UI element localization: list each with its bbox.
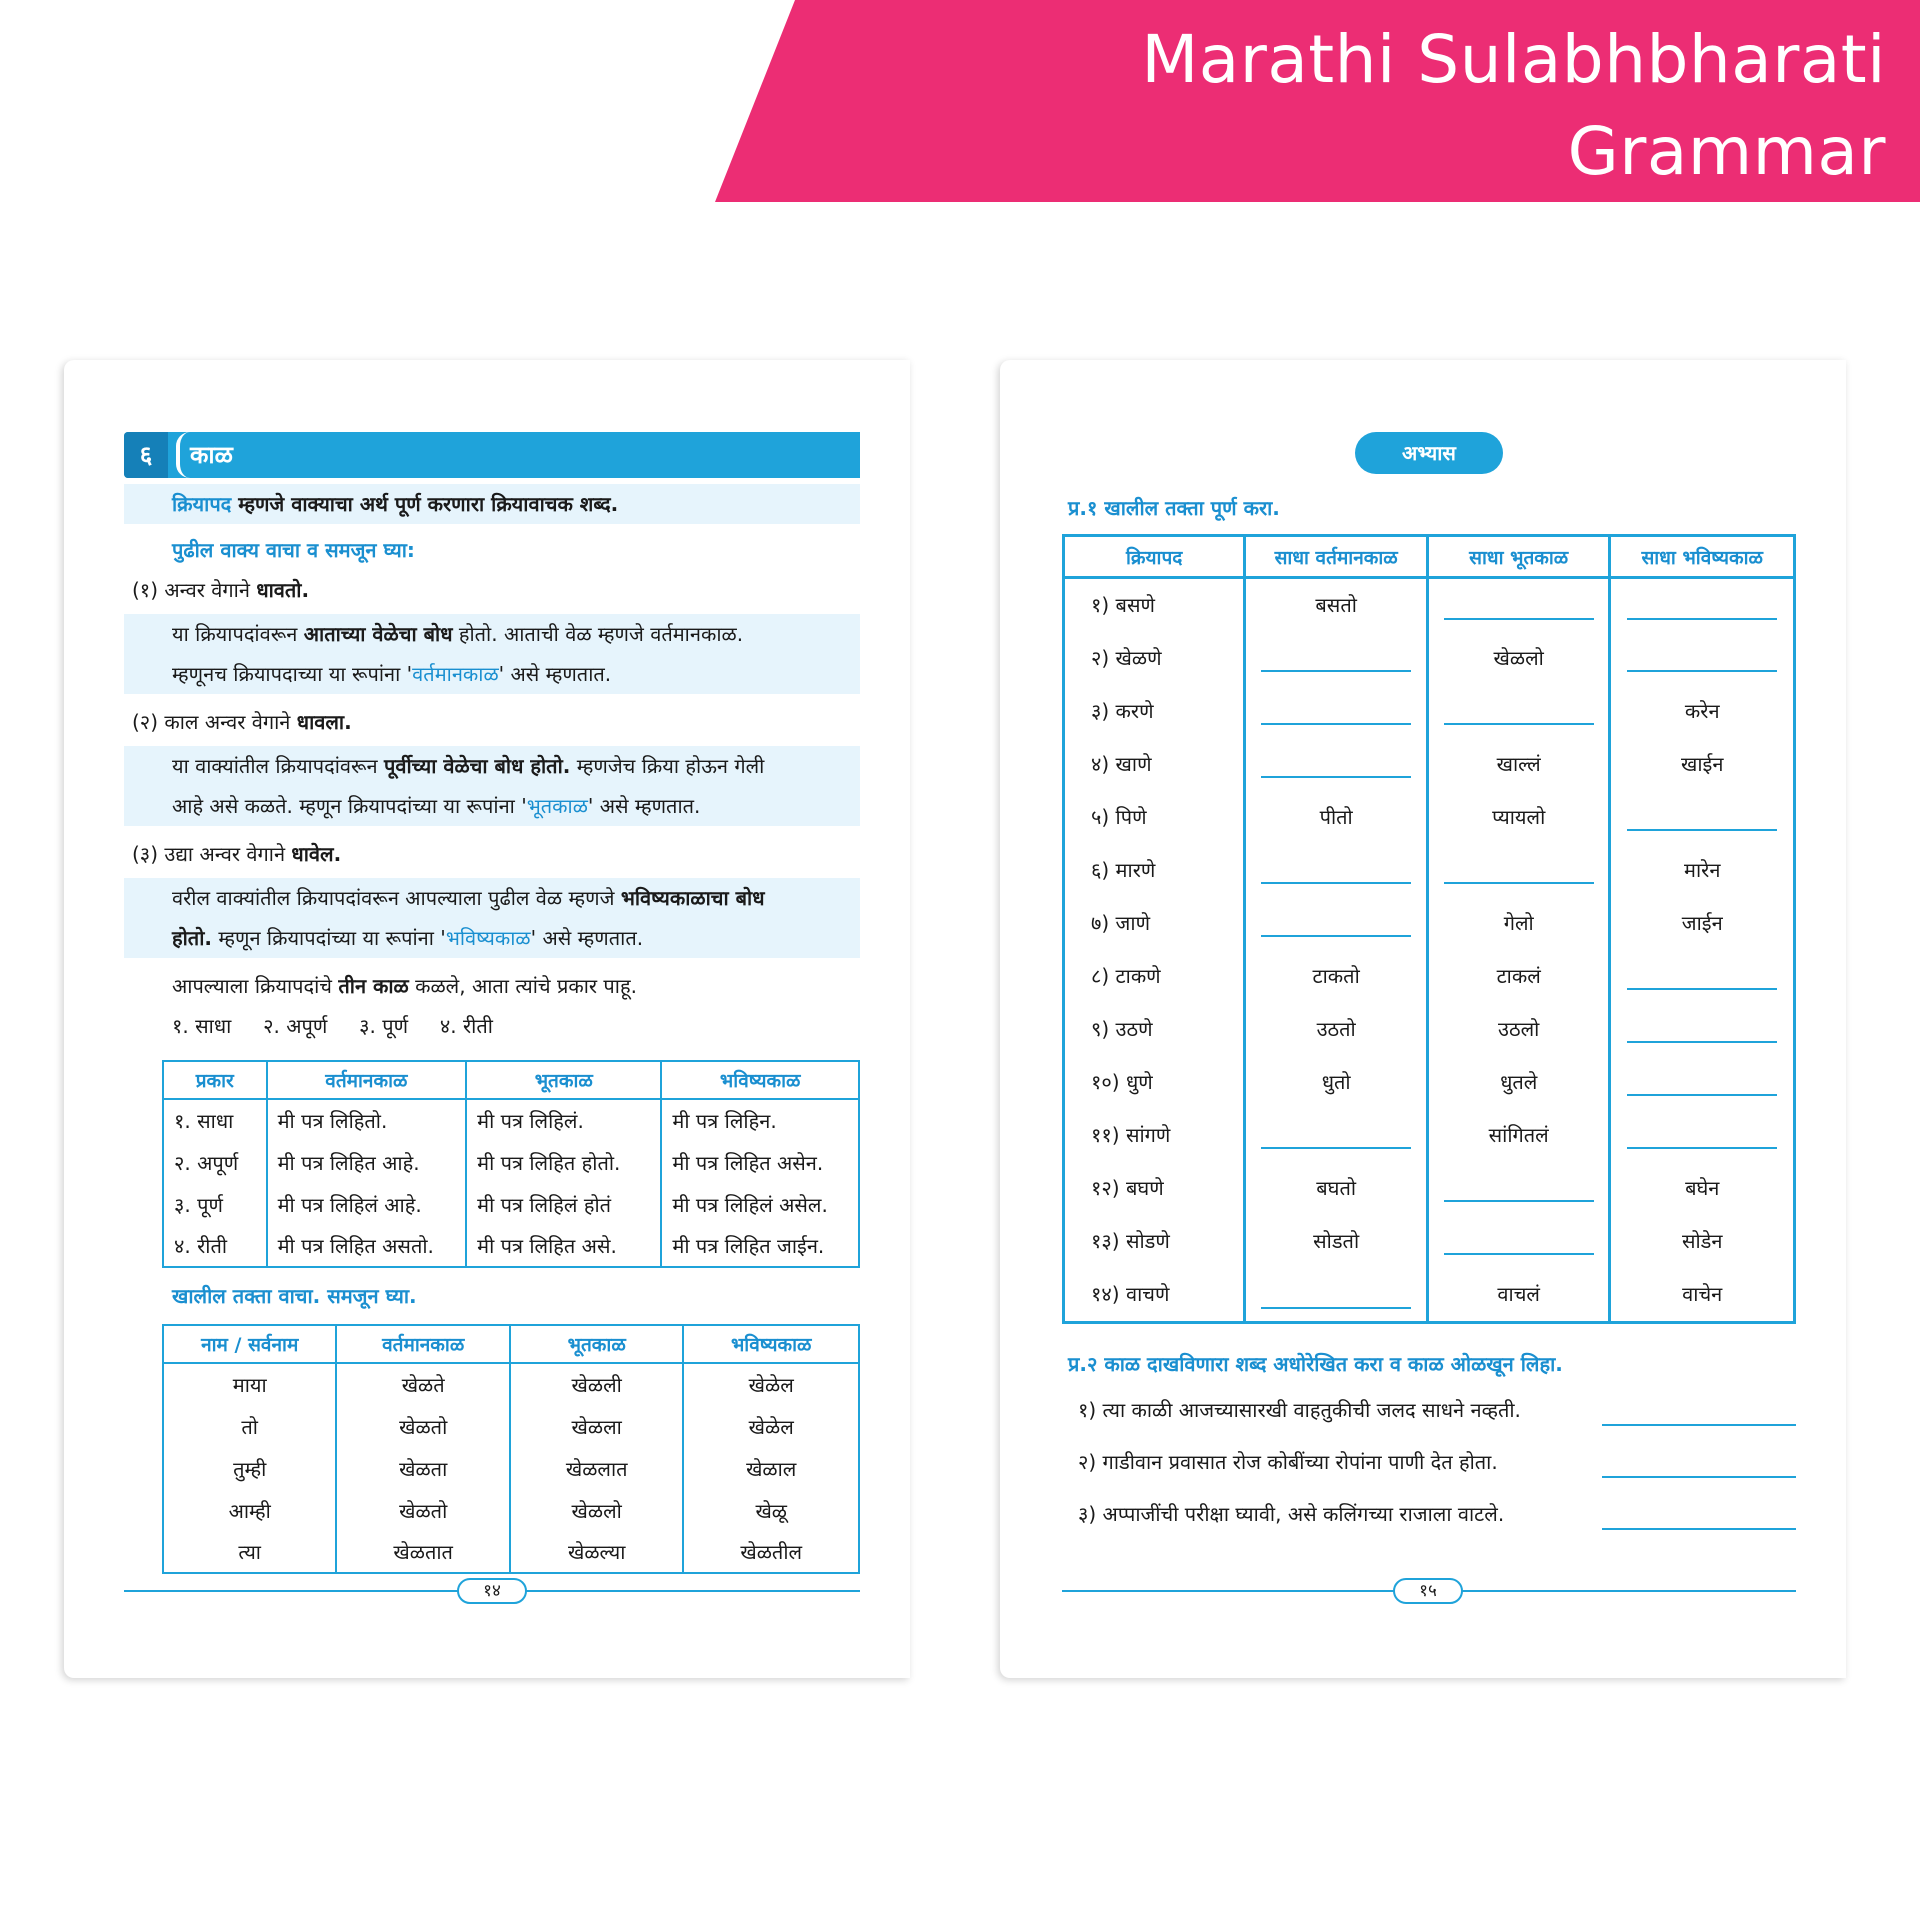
tense-term: वर्तमानकाळ <box>412 662 499 686</box>
answer-cell: वाचेन <box>1610 1267 1795 1323</box>
example-1-text: (१) अन्वर वेगाने <box>132 578 257 602</box>
verb-cell: १) बसणे <box>1064 578 1245 631</box>
tense-types-table <box>162 1060 860 1268</box>
table-row <box>163 1225 859 1267</box>
answer-blank[interactable] <box>1261 695 1411 725</box>
example-1-explanation-line2 <box>172 654 611 694</box>
exp-bold: आताच्या वेळेचा बोध <box>303 622 453 646</box>
summary-pre: आपल्याला क्रियापदांचे <box>172 974 339 998</box>
answer-cell: टाकलं <box>1427 949 1610 1002</box>
table-cell: २. अपूर्ण <box>163 1141 267 1183</box>
answer-cell: बघतो <box>1245 1161 1428 1214</box>
answer-cell: उठलो <box>1427 1002 1610 1055</box>
exp-text: आहे असे कळते. म्हणून क्रियापदांच्या या रूपांना ' <box>172 794 527 818</box>
table-row <box>163 1405 859 1447</box>
answer-cell[interactable] <box>1245 684 1428 737</box>
table-row <box>1064 949 1795 1002</box>
table-cell: मी पत्र लिहित जाईन. <box>661 1225 859 1267</box>
table-cell: त्या <box>163 1531 336 1573</box>
answer-cell[interactable] <box>1610 1002 1795 1055</box>
table-cell: खेळाल <box>683 1447 859 1489</box>
table-header: भविष्यकाळ <box>661 1061 859 1099</box>
table-row <box>163 1447 859 1489</box>
answer-cell[interactable] <box>1245 1267 1428 1323</box>
table-cell: खेळली <box>510 1363 684 1405</box>
table-cell: खेळते <box>336 1363 510 1405</box>
type-item: २. अपूर्ण <box>263 1014 328 1038</box>
example-2-text: (२) काल अन्वर वेगाने <box>132 710 297 734</box>
type-item: ३. पूर्ण <box>359 1014 409 1038</box>
exp-text: होतो. आताची वेळ म्हणजे वर्तमानकाळ. <box>452 622 744 646</box>
answer-cell: गेलो <box>1427 896 1610 949</box>
answer-cell[interactable] <box>1610 631 1795 684</box>
answer-cell: करेन <box>1610 684 1795 737</box>
table-cell: मी पत्र लिहित होतो. <box>466 1141 661 1183</box>
answer-blank[interactable] <box>1444 854 1594 884</box>
table-cell: मी पत्र लिहिलं आहे. <box>267 1183 467 1225</box>
answer-cell: खाल्लं <box>1427 737 1610 790</box>
exercise-table <box>1062 534 1796 1324</box>
table-header: साधा भूतकाळ <box>1427 536 1610 578</box>
table-cell: माया <box>163 1363 336 1405</box>
table-row <box>1064 684 1795 737</box>
answer-cell[interactable] <box>1245 896 1428 949</box>
answer-blank[interactable] <box>1261 1279 1411 1309</box>
summary-text <box>172 966 637 1006</box>
answer-blank[interactable] <box>1261 907 1411 937</box>
chapter-number: ६ <box>124 432 168 478</box>
table-cell: मी पत्र लिहित आहे. <box>267 1141 467 1183</box>
table-cell: १. साधा <box>163 1099 267 1141</box>
q2-item: ३) अप्पाजींची परीक्षा घ्यावी, असे कलिंगच्या राजाला वाटले. <box>1078 1502 1505 1526</box>
answer-blank[interactable] <box>1627 1066 1777 1096</box>
answer-cell[interactable] <box>1245 737 1428 790</box>
answer-cell: उठतो <box>1245 1002 1428 1055</box>
type-item: १. साधा <box>172 1014 232 1038</box>
exp-text: म्हणूनच क्रियापदाच्या या रूपांना ' <box>172 662 413 686</box>
answer-blank[interactable] <box>1602 1528 1796 1530</box>
table-cell: खेळता <box>336 1447 510 1489</box>
answer-cell[interactable] <box>1245 631 1428 684</box>
table-row <box>1064 1161 1795 1214</box>
answer-cell[interactable] <box>1245 1108 1428 1161</box>
answer-blank[interactable] <box>1261 642 1411 672</box>
table-header: भविष्यकाळ <box>683 1325 859 1363</box>
verb-cell: ११) सांगणे <box>1064 1108 1245 1161</box>
answer-blank[interactable] <box>1627 960 1777 990</box>
answer-cell: टाकतो <box>1245 949 1428 1002</box>
example-1-explanation-line1 <box>172 614 743 654</box>
answer-cell: पीतो <box>1245 790 1428 843</box>
answer-blank[interactable] <box>1627 590 1777 620</box>
answer-cell[interactable] <box>1427 843 1610 896</box>
answer-blank[interactable] <box>1444 1172 1594 1202</box>
table-header: प्रकार <box>163 1061 267 1099</box>
table-row <box>1064 1214 1795 1267</box>
table-header: साधा वर्तमानकाळ <box>1245 536 1428 578</box>
exp-text: ' असे म्हणतात. <box>587 794 701 818</box>
verb-cell: १२) बघणे <box>1064 1161 1245 1214</box>
page-number: १४ <box>457 1578 527 1604</box>
table-cell: खेळला <box>510 1405 684 1447</box>
banner-title-line1: Marathi Sulabhbharati Grammar <box>1141 21 1886 190</box>
banner-title-line2: and Writing Skills Std - 6 <box>1063 205 1886 282</box>
table-cell: मी पत्र लिहिलं. <box>466 1099 661 1141</box>
table-row <box>163 1489 859 1531</box>
answer-blank[interactable] <box>1627 642 1777 672</box>
types-list <box>172 1006 493 1046</box>
answer-cell: सांगितलं <box>1427 1108 1610 1161</box>
answer-blank[interactable] <box>1261 854 1411 884</box>
answer-cell: बघेन <box>1610 1161 1795 1214</box>
banner-title <box>886 14 1886 290</box>
table-row <box>163 1099 859 1141</box>
exp-text: ' असे म्हणतात. <box>530 926 644 950</box>
tense-term: भविष्यकाळ <box>445 926 531 950</box>
verb-cell: ८) टाकणे <box>1064 949 1245 1002</box>
q2-item: २) गाडीवान प्रवासात रोज कोबींच्या रोपांना पाणी देत होता. <box>1078 1450 1498 1474</box>
chapter-header <box>124 432 860 478</box>
verb-cell: ६) मारणे <box>1064 843 1245 896</box>
answer-cell: प्यायलो <box>1427 790 1610 843</box>
answer-blank[interactable] <box>1444 590 1594 620</box>
table-row <box>1064 790 1795 843</box>
table-cell: खेळतो <box>336 1489 510 1531</box>
verb-cell: ४) खाणे <box>1064 737 1245 790</box>
answer-cell: मारेन <box>1610 843 1795 896</box>
table-cell: खेळलो <box>510 1489 684 1531</box>
table-row <box>1064 1108 1795 1161</box>
left-page <box>64 360 910 1678</box>
example-2-sentence <box>132 702 352 742</box>
q2-heading: प्र.२ काळ दाखविणारा शब्द अधोरेखित करा व काळ ओळखून लिहा. <box>1068 1352 1563 1376</box>
table-row <box>163 1183 859 1225</box>
table-row <box>1064 578 1795 631</box>
chapter-title: काळ <box>176 432 233 478</box>
table-row <box>1064 631 1795 684</box>
exercise-label: अभ्यास <box>1355 432 1503 474</box>
table-cell: मी पत्र लिहित असतो. <box>267 1225 467 1267</box>
example-3-verb: धावेल. <box>291 842 342 866</box>
verb-cell: ७) जाणे <box>1064 896 1245 949</box>
right-page <box>1000 360 1846 1678</box>
table-cell: तुम्ही <box>163 1447 336 1489</box>
definition <box>172 484 618 524</box>
verb-cell: ५) पिणे <box>1064 790 1245 843</box>
table-cell: खेळेल <box>683 1405 859 1447</box>
answer-cell[interactable] <box>1610 578 1795 631</box>
tense-term: भूतकाळ <box>526 794 588 818</box>
answer-blank[interactable] <box>1602 1476 1796 1478</box>
table-row <box>1064 1055 1795 1108</box>
table-cell: तो <box>163 1405 336 1447</box>
answer-cell: धुतले <box>1427 1055 1610 1108</box>
exp-text: ' असे म्हणतात. <box>498 662 612 686</box>
table-cell: मी पत्र लिहित असे. <box>466 1225 661 1267</box>
answer-cell[interactable] <box>1610 949 1795 1002</box>
verb-cell: १३) सोडणे <box>1064 1214 1245 1267</box>
answer-cell: सोडतो <box>1245 1214 1428 1267</box>
example-3-explanation-line1 <box>172 878 765 918</box>
pronoun-tense-table <box>162 1324 860 1574</box>
type-item: ४. रीती <box>439 1014 493 1038</box>
answer-cell[interactable] <box>1427 1161 1610 1214</box>
instruction: पुढील वाक्य वाचा व समजून घ्या: <box>172 538 415 562</box>
verb-cell: २) खेळणे <box>1064 631 1245 684</box>
answer-cell: बसतो <box>1245 578 1428 631</box>
table2-heading: खालील तक्ता वाचा. समजून घ्या. <box>172 1284 417 1308</box>
table-row <box>163 1531 859 1573</box>
example-1-verb: धावतो. <box>256 578 310 602</box>
table-header: भूतकाळ <box>466 1061 661 1099</box>
exp-text: वरील वाक्यांतील क्रियापदांवरून आपल्याला पुढील वेळ म्हणजे <box>172 886 621 910</box>
example-2-verb: धावला. <box>296 710 352 734</box>
answer-cell: सोडेन <box>1610 1214 1795 1267</box>
table-row <box>1064 1267 1795 1323</box>
exp-text: म्हणजेच क्रिया होऊन गेली <box>570 754 765 778</box>
table-cell: खेळतो <box>336 1405 510 1447</box>
table-cell: मी पत्र लिहिलं होतं <box>466 1183 661 1225</box>
verb-cell: ३) करणे <box>1064 684 1245 737</box>
exp-text: या वाक्यांतील क्रियापदांवरून <box>172 754 385 778</box>
q2-item: १) त्या काळी आजच्यासारखी वाहतुकीची जलद साधने नव्हती. <box>1078 1398 1521 1422</box>
answer-cell: धुतो <box>1245 1055 1428 1108</box>
table-row <box>1064 1002 1795 1055</box>
table-cell: मी पत्र लिहितो. <box>267 1099 467 1141</box>
example-2-explanation-line1 <box>172 746 764 786</box>
table-cell: मी पत्र लिहित असेन. <box>661 1141 859 1183</box>
answer-cell[interactable] <box>1610 1108 1795 1161</box>
table-header: नाम / सर्वनाम <box>163 1325 336 1363</box>
table-cell: खेळेल <box>683 1363 859 1405</box>
page-number: १५ <box>1393 1578 1463 1604</box>
example-3-text: (३) उद्या अन्वर वेगाने <box>132 842 292 866</box>
example-3-explanation-line2 <box>172 918 643 958</box>
table-header: भूतकाळ <box>510 1325 684 1363</box>
answer-cell: खाईन <box>1610 737 1795 790</box>
verb-cell: १०) धुणे <box>1064 1055 1245 1108</box>
exp-bold: होतो. <box>172 926 212 950</box>
table-cell: खेळलात <box>510 1447 684 1489</box>
summary-post: कळले, आता त्यांचे प्रकार पाहू. <box>408 974 637 998</box>
table-header: वर्तमानकाळ <box>336 1325 510 1363</box>
answer-cell[interactable] <box>1427 578 1610 631</box>
answer-blank[interactable] <box>1261 1119 1411 1149</box>
answer-cell[interactable] <box>1427 1214 1610 1267</box>
table-header: क्रियापद <box>1064 536 1245 578</box>
answer-blank[interactable] <box>1627 1013 1777 1043</box>
definition-rest: म्हणजे वाक्याचा अर्थ पूर्ण करणारा क्रियावाचक शब्द. <box>238 492 619 516</box>
exp-text: या क्रियापदांवरून <box>172 622 304 646</box>
answer-blank[interactable] <box>1444 695 1594 725</box>
table-cell: खेळतात <box>336 1531 510 1573</box>
exp-text: म्हणून क्रियापदांच्या या रूपांना ' <box>211 926 446 950</box>
answer-blank[interactable] <box>1261 748 1411 778</box>
example-1-sentence <box>132 570 309 610</box>
table-row <box>1064 737 1795 790</box>
exp-bold: पूर्वीच्या वेळेचा बोध होतो. <box>384 754 571 778</box>
summary-bold: तीन काळ <box>338 974 409 998</box>
definition-term: क्रियापद <box>172 492 232 516</box>
table-cell: खेळतील <box>683 1531 859 1573</box>
table-cell: ३. पूर्ण <box>163 1183 267 1225</box>
table-cell: मी पत्र लिहिलं असेल. <box>661 1183 859 1225</box>
answer-cell: खेळलो <box>1427 631 1610 684</box>
answer-cell[interactable] <box>1610 790 1795 843</box>
table-cell: खेळल्या <box>510 1531 684 1573</box>
answer-blank[interactable] <box>1627 801 1777 831</box>
table-header: वर्तमानकाळ <box>267 1061 467 1099</box>
verb-cell: ९) उठणे <box>1064 1002 1245 1055</box>
answer-cell[interactable] <box>1610 1055 1795 1108</box>
example-2-explanation-line2 <box>172 786 700 826</box>
q1-heading: प्र.१ खालील तक्ता पूर्ण करा. <box>1068 496 1280 520</box>
table-row <box>1064 896 1795 949</box>
answer-cell[interactable] <box>1245 843 1428 896</box>
exp-bold: भविष्यकाळाचा बोध <box>620 886 765 910</box>
answer-cell: वाचलं <box>1427 1267 1610 1323</box>
table-cell: ४. रीती <box>163 1225 267 1267</box>
answer-cell: जाईन <box>1610 896 1795 949</box>
example-3-sentence <box>132 834 341 874</box>
table-row <box>163 1141 859 1183</box>
answer-blank[interactable] <box>1602 1424 1796 1426</box>
table-cell: मी पत्र लिहिन. <box>661 1099 859 1141</box>
table-cell: आम्ही <box>163 1489 336 1531</box>
table-cell: खेळू <box>683 1489 859 1531</box>
table-row <box>1064 843 1795 896</box>
table-row <box>163 1363 859 1405</box>
table-header: साधा भविष्यकाळ <box>1610 536 1795 578</box>
answer-blank[interactable] <box>1627 1119 1777 1149</box>
answer-cell[interactable] <box>1427 684 1610 737</box>
verb-cell: १४) वाचणे <box>1064 1267 1245 1323</box>
answer-blank[interactable] <box>1444 1225 1594 1255</box>
